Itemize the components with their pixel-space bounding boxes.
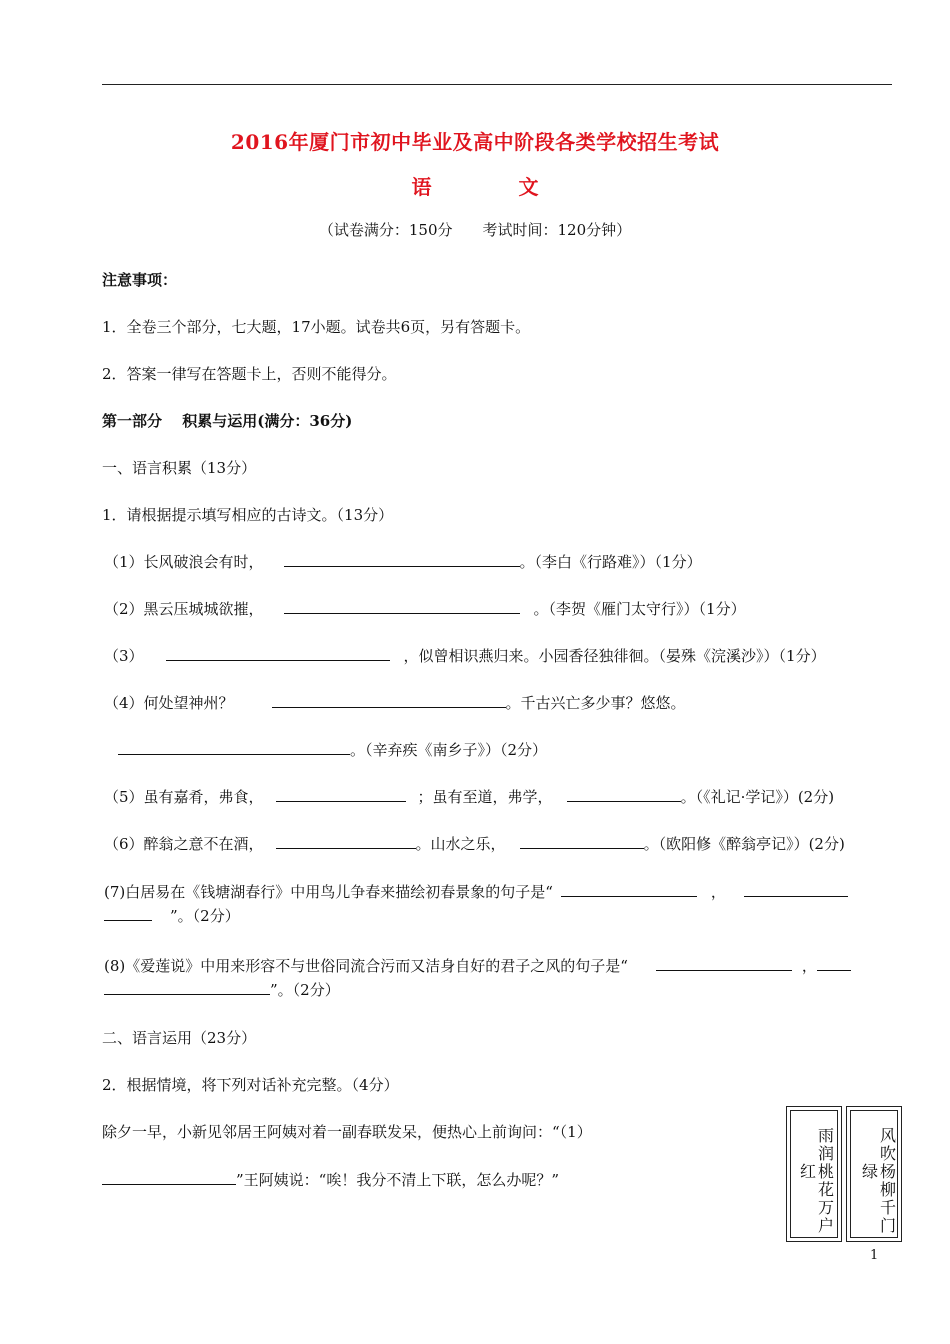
page-number: 1 [870,1248,879,1263]
section2-heading: 二、语言运用（23分） [102,1029,257,1047]
q1-item-8: (8)《爱莲说》中用来形容不与世俗同流合污而又洁身自好的君子之风的句子是“ ， [104,956,851,976]
question-1: 1．请根据提示填写相应的古诗文。（13分） [102,506,394,524]
header-rule [102,84,892,85]
subject-char-1: 语 [411,175,432,199]
q2-paragraph-1: 除夕一早，小新见邻居王阿姨对着一副春联发呆，便热心上前询问：“（1） [102,1123,592,1141]
part1-heading: 第一部分 积累与运用(满分：36分) [102,412,353,430]
couplet-left-main: 雨润桃花万户 [817,1126,834,1235]
answer-blank[interactable] [166,646,390,661]
couplet-left-scroll [786,1106,842,1242]
couplet-right-main: 风吹杨柳千门 [879,1126,896,1235]
q1-item-7: (7)白居易在《钱塘湖春行》中用鸟儿争春来描绘初春景象的句子是“ ， [104,882,848,902]
notice-item-1: 1．全卷三个部分，七大题，17小题。试卷共6页，另有答题卡。 [102,318,531,336]
q1-item-4-cont: 。（辛弃疾《南乡子》）（2分） [118,740,547,760]
answer-blank[interactable] [118,740,350,755]
answer-blank[interactable] [272,693,506,708]
couplet-right-tail: 绿 [861,1162,878,1181]
answer-blank[interactable] [520,834,644,849]
subject-char-2: 文 [518,175,539,199]
answer-blank[interactable] [276,834,416,849]
notice-item-2: 2．答案一律写在答题卡上，否则不能得分。 [102,365,397,383]
q1-item-3: （3） ，似曾相识燕归来。小园香径独徘徊。（晏殊《浣溪沙》）（1分） [104,647,826,665]
q1-item-2: （2）黑云压城城欲摧， 。（李贺《雁门太守行》）（1分） [104,600,746,618]
q1-item-7-cont: ”。（2分） [104,906,240,926]
answer-blank[interactable] [104,906,152,921]
exam-info: （试卷满分：150分 考试时间：120分钟） [318,221,632,239]
answer-blank[interactable] [102,1170,236,1185]
answer-blank[interactable] [656,956,792,971]
couplet-left-tail: 红 [799,1162,816,1181]
answer-blank[interactable] [561,882,697,897]
couplet-right-scroll [846,1106,902,1242]
answer-blank[interactable] [817,956,851,971]
answer-blank[interactable] [276,787,406,802]
q2-paragraph-2: ”王阿姨说：“唉！我分不清上下联，怎么办呢？” [102,1170,559,1190]
answer-blank[interactable] [104,980,270,995]
q1-item-5: （5）虽有嘉肴，弗食， ；虽有至道，弗学， 。（《礼记·学记》）(2分) [104,788,835,806]
notice-heading: 注意事项： [102,271,178,289]
answer-blank[interactable] [284,552,520,567]
section1-heading: 一、语言积累（13分） [102,459,257,477]
question-2: 2．根据情境，将下列对话补充完整。（4分） [102,1076,399,1094]
answer-blank[interactable] [744,882,848,897]
answer-blank[interactable] [284,599,520,614]
subject-title [0,171,950,200]
exam-title: 2016年厦门市初中毕业及高中阶段各类学校招生考试 [230,130,720,154]
q1-item-6: （6）醉翁之意不在酒， 。山水之乐， 。（欧阳修《醉翁亭记》）(2分) [104,835,845,853]
q1-item-1: （1）长风破浪会有时， 。（李白《行路难》）（1分） [104,553,702,571]
q1-item-4: （4）何处望神州？ 。千古兴亡多少事？悠悠。 [104,694,686,712]
q1-item-8-cont: ”。（2分） [104,980,340,1000]
answer-blank[interactable] [567,787,681,802]
